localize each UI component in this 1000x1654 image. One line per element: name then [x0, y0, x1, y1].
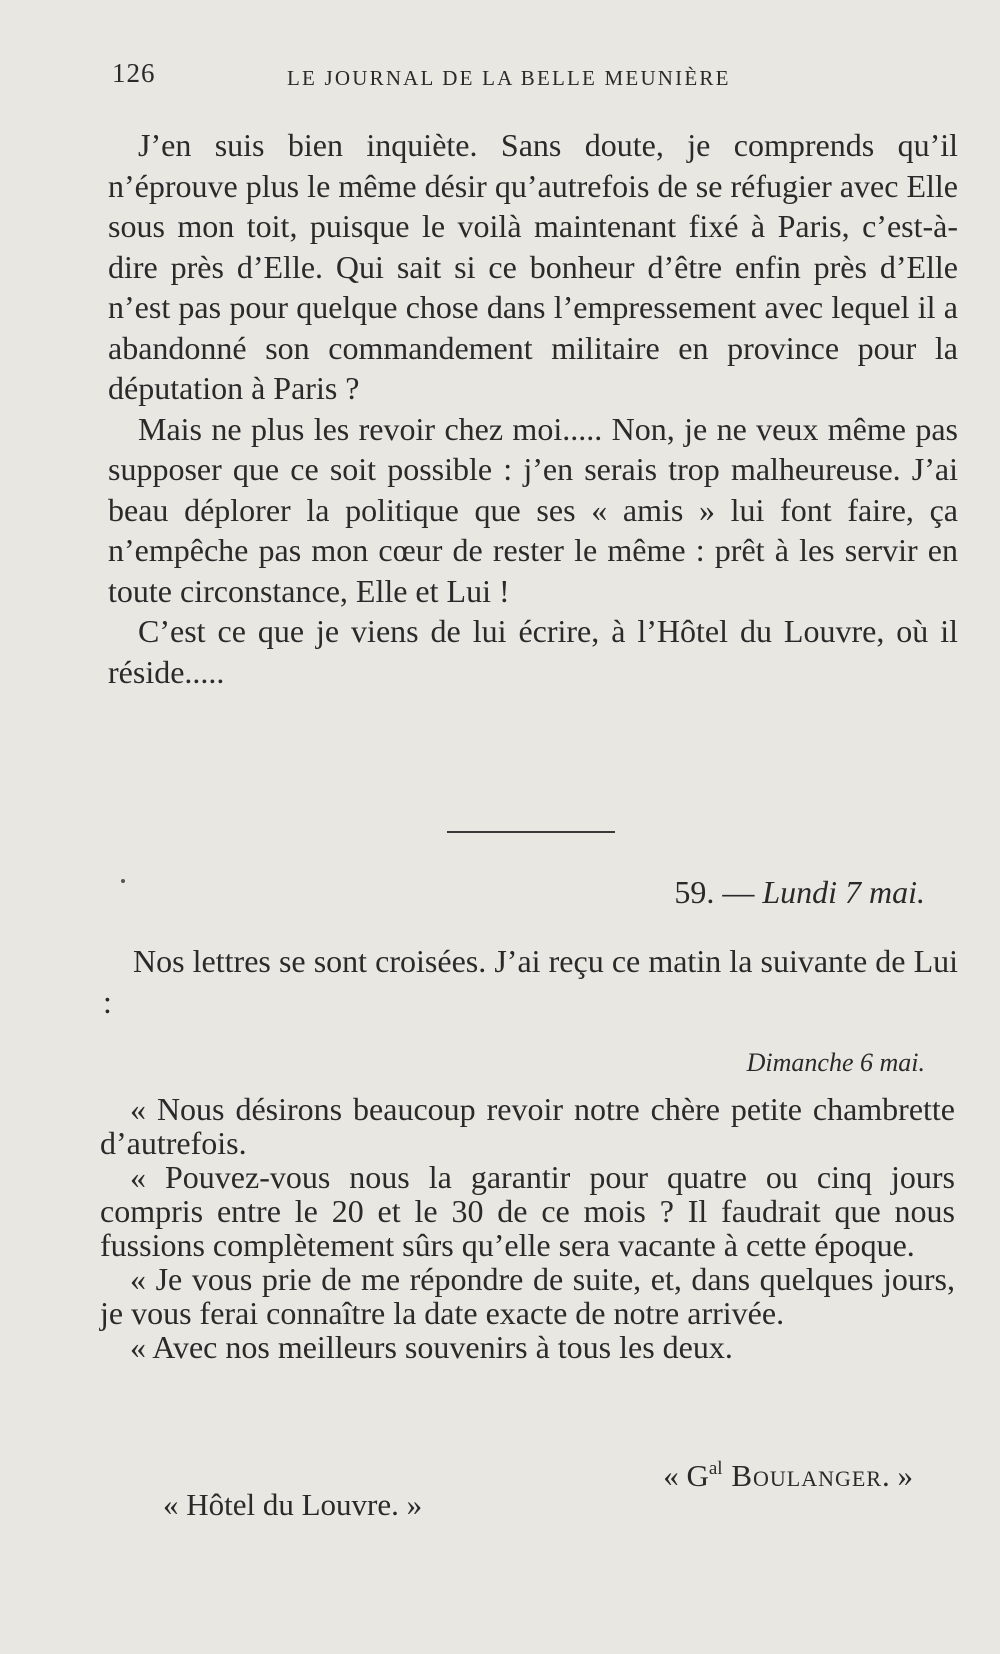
- letter-paragraph: « Nous désirons beaucoup revoir notre chère petite chambrette d’autrefois.: [100, 1091, 955, 1161]
- signature-close-quote: . »: [882, 1458, 913, 1493]
- signature-name: Boulanger: [722, 1458, 882, 1493]
- intro-paragraph: Nos lettres se sont croisées. J’ai reçu ce matin la suivante de Lui :: [103, 943, 958, 1020]
- letter-paragraph: « Je vous prie de me répondre de suite, et, dans quelques jours, je vous ferai connaître la date exacte de notre arrivée.: [100, 1261, 955, 1331]
- paragraph: C’est ce que je viens de lui écrire, à l’Hôtel du Louvre, où il réside.....: [108, 613, 958, 690]
- letter-paragraph: « Pouvez-vous nous la garantir pour quatre ou cinq jours compris entre le 20 et le 30 de ce mois ? Il faudrait que nous fussions complètement sûrs qu’elle sera vacante à cette époque.: [100, 1159, 955, 1263]
- entry-number: 59. —: [674, 874, 763, 910]
- letter-address: « Hôtel du Louvre. »: [163, 1487, 423, 1522]
- print-speck: [121, 879, 125, 883]
- page-number: 126: [112, 58, 156, 88]
- entry-heading: [674, 874, 925, 911]
- page-header: [112, 58, 892, 98]
- paragraph: J’en suis bien inquiète. Sans doute, je comprends qu’il n’éprouve plus le même désir qu’autrefois de se réfugier avec Elle sous mon toit, puisque le voilà maintenant fixé à Paris, c’est-à-dire près d’Elle. Qui sait si ce bonheur d’être enfin près d’Elle n’est pas pour quelque chose dans l’empressement avec lequel il a abandonné son commandement militaire en province pour la députation à Paris ?: [108, 127, 958, 406]
- entry-day: Lundi 7 mai.: [762, 874, 925, 910]
- section-divider: [447, 831, 615, 833]
- letter-signature: [663, 1458, 913, 1494]
- paragraph: Mais ne plus les revoir chez moi..... Non, je ne veux même pas supposer que ce soit possible : j’en serais trop malheureuse. J’ai beau déplorer la politique que ses « amis » lui font faire, ça n’empêche pas mon cœur de rester le même : prêt à les servir en toute circonstance, Elle et Lui !: [108, 410, 958, 609]
- letter-paragraph: « Avec nos meilleurs souvenirs à tous les deux.: [130, 1329, 733, 1365]
- signature-open-quote: « G: [663, 1458, 709, 1493]
- quoted-letter: [100, 1092, 955, 1364]
- signature-rank-abbrev: al: [708, 1458, 723, 1479]
- entry-intro: [103, 941, 958, 1022]
- body-text: [108, 125, 958, 692]
- letter-date: Dimanche 6 mai.: [746, 1048, 925, 1077]
- running-head: LE JOURNAL DE LA BELLE MEUNIÈRE: [287, 66, 731, 90]
